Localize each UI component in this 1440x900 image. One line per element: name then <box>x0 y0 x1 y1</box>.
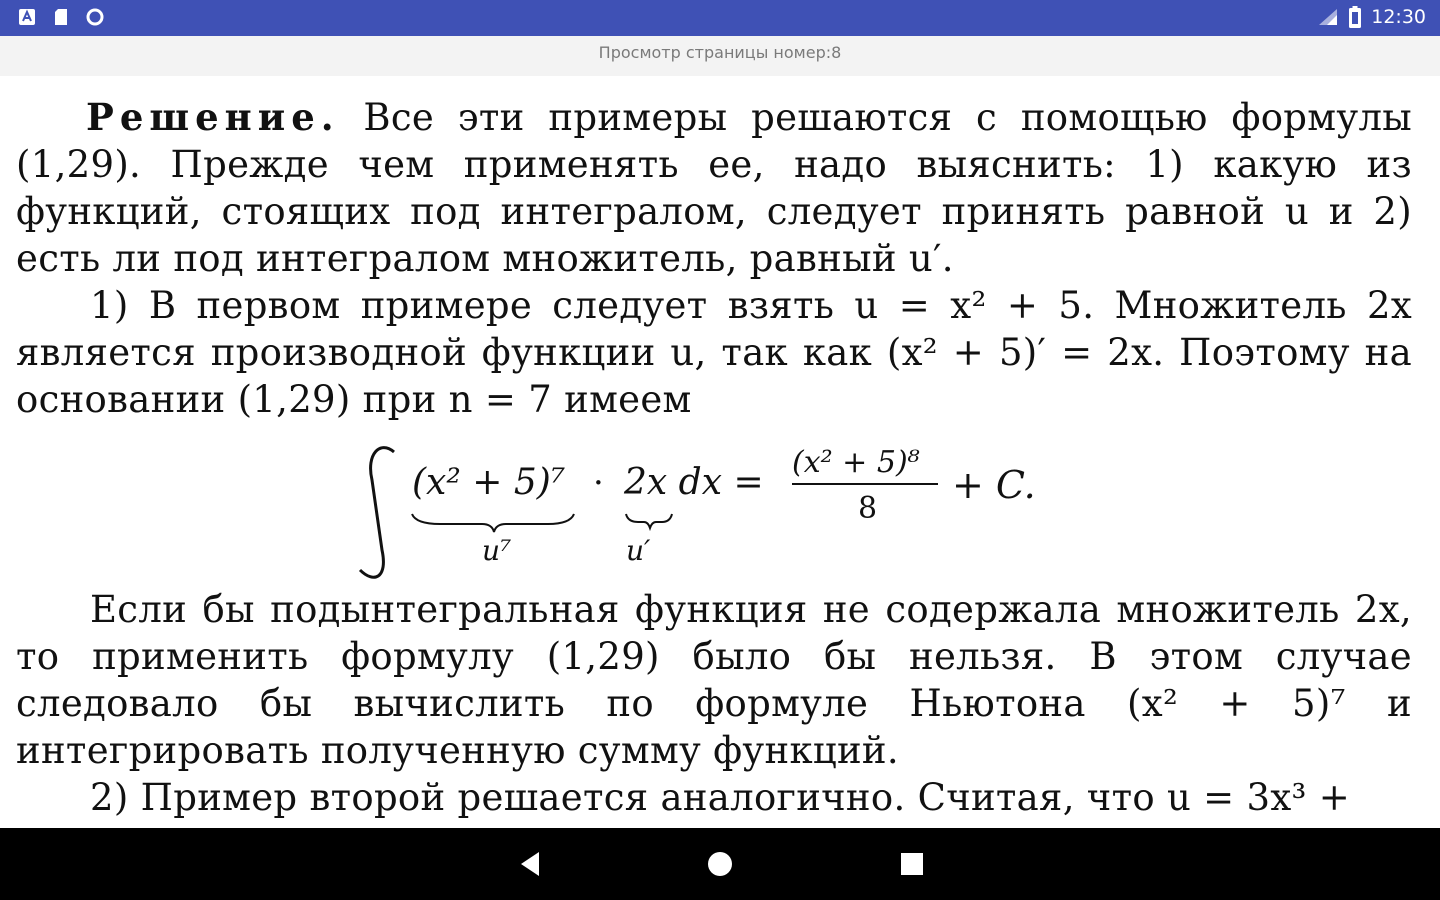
android-debug-icon <box>18 8 36 26</box>
signal-icon <box>1317 7 1339 27</box>
page-title: Просмотр страницы номер:8 <box>598 43 842 62</box>
app-title-bar <box>0 36 1440 76</box>
document-page[interactable] <box>0 76 1440 828</box>
back-icon <box>517 850 543 878</box>
paragraph-text: 1) В первом примере следует взять u = x² + 5. Множитель 2x является производной функции u, так как (x² + 5)′ = 2x. Поэтому на основании (1,29) при n = 7 имеем <box>16 284 1412 421</box>
integral-formula <box>0 438 1440 588</box>
navigation-bar <box>0 828 1440 900</box>
paragraph-explanation <box>16 586 1412 821</box>
recents-button[interactable] <box>862 828 962 900</box>
paragraph-text: Если бы подынтегральная функция не содержала множитель 2x, то применить формулу (1,29) было бы нельзя. В этом случае следовало бы вычислить по формуле Ньютона (x² + 5)⁷ и интегрировать полученную сумму функций. <box>16 588 1412 772</box>
underbrace-uprime <box>626 514 672 528</box>
solution-heading: Решение. <box>86 95 340 139</box>
status-bar <box>0 0 1440 36</box>
home-button[interactable] <box>670 828 770 900</box>
notification-icons <box>18 8 104 26</box>
clock: 12:30 <box>1371 6 1426 28</box>
back-button[interactable] <box>480 828 580 900</box>
multiplication-dot: · <box>593 463 604 503</box>
integral-sign <box>360 448 394 578</box>
integrand-a: (x² + 5)⁷ <box>412 462 566 503</box>
underbrace-label-u7: u⁷ <box>482 534 512 567</box>
fraction-denominator: 8 <box>858 491 878 526</box>
system-indicators <box>1317 6 1426 28</box>
paragraph-solution <box>16 94 1412 282</box>
paragraph-example-1 <box>16 282 1412 423</box>
paragraph-example-2: 2) Пример второй решается аналогично. Считая, что u = 3x³ + <box>90 776 1351 819</box>
integrand-b: 2x dx = <box>624 462 764 503</box>
underbrace-u7 <box>412 514 574 532</box>
underbrace-label-uprime: u′ <box>626 534 651 567</box>
formula-tail: + C. <box>952 463 1036 507</box>
fraction-numerator: (x² + 5)⁸ <box>792 445 920 480</box>
paragraph-text: Все эти примеры решаются с помощью формулы (1,29). Прежде чем применять ее, надо выяснить: 1) какую из функций, стоящих под интегралом, следует принять равной u и 2) есть ли под интегралом множитель, равный u′. <box>16 96 1412 280</box>
recents-icon <box>899 851 925 877</box>
sync-circle-icon <box>86 8 104 26</box>
battery-icon <box>1349 6 1361 28</box>
home-icon <box>706 850 734 878</box>
sd-card-icon <box>52 8 70 26</box>
